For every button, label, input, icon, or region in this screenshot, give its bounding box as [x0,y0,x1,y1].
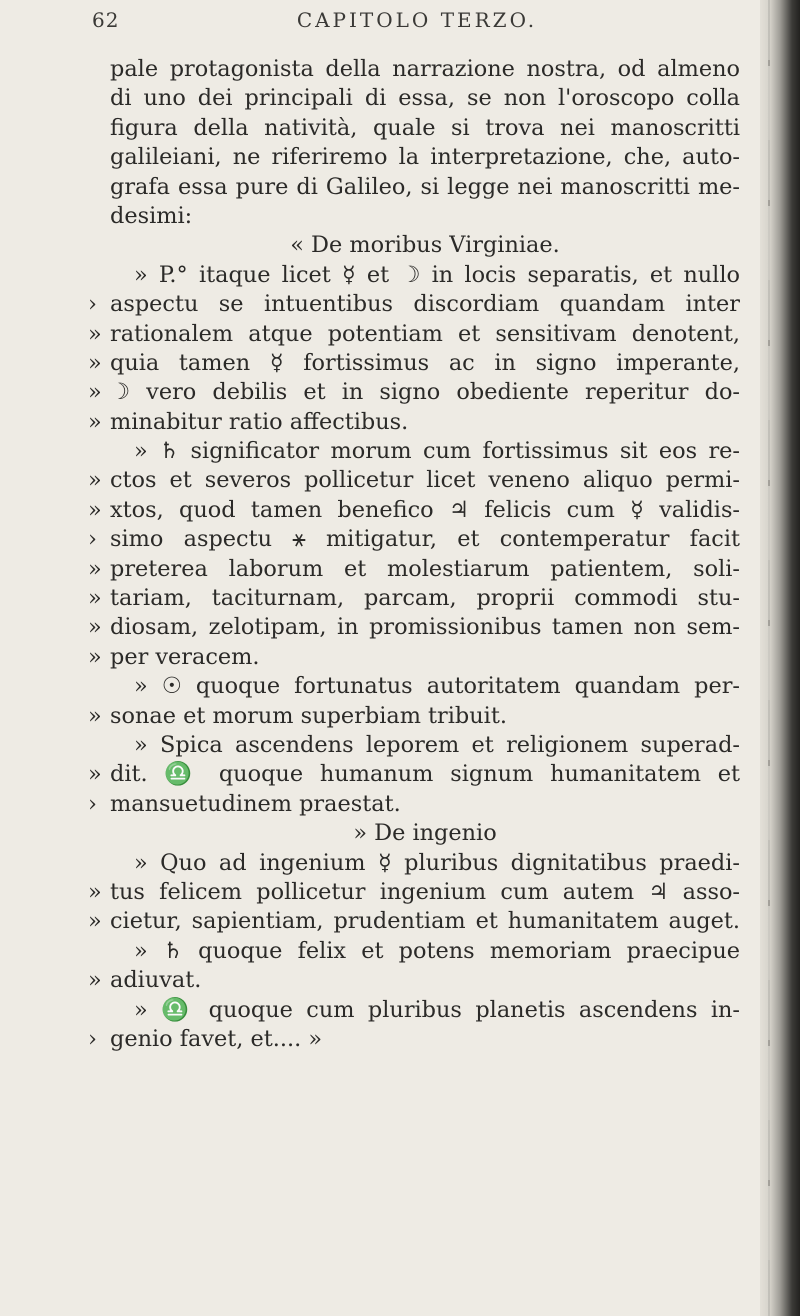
line-text: simo aspectu ⚹ mitigatur, et contemperatur facit [110,526,740,553]
guillemet-mark: » [88,555,102,582]
text-line [88,790,740,819]
guillemet-mark: » [88,614,102,641]
line-text: sonae et morum superbiam tribuit. [110,702,507,729]
line-text: aspectu se intuentibus discordiam quandam inter [110,291,740,318]
guillemet-mark: » [88,408,102,435]
running-title: CAPITOLO TERZO. [296,8,538,32]
line-text: galileiani, ne riferiremo la interpretazione, che, auto- [110,144,740,171]
line-text: quia tamen ☿ fortissimus ac in signo imperante, [110,349,740,376]
line-text: ctos et severos pollicetur licet veneno aliquo permi- [110,467,740,494]
line-text: preterea laborum et molestiarum patientem, soli- [110,555,740,582]
text-line [110,261,740,290]
guillemet-mark: » [88,878,102,905]
text-line [88,349,740,378]
book-spine-edge [760,0,800,1316]
guillemet-mark: » [88,349,102,376]
text-line [110,84,740,113]
line-text: « De moribus Virginiae. [290,232,560,259]
line-text: » ☉ quoque fortunatus autoritatem quandam per- [134,673,740,700]
line-text: » ♄ quoque felix et potens memoriam praecipue [134,937,740,964]
line-text: grafa essa pure di Galileo, si legge nei manoscritti me- [110,173,740,200]
guillemet-mark: » [88,908,102,935]
text-line [88,613,740,642]
guillemet-mark: » [88,761,102,788]
guillemet-mark: » [88,496,102,523]
line-text: » ♎ quoque cum pluribus planetis ascendens in- [134,996,740,1023]
text-line [88,1025,740,1054]
line-text: xtos, quod tamen benefico ♃ felicis cum ☿ validis- [110,496,740,523]
line-text: di uno dei principali di essa, se non l'oroscopo colla [110,85,740,112]
line-text: dit. ♎ quoque humanum signum humanitatem et [110,761,740,788]
text-line [88,584,740,613]
text-line [110,731,740,760]
text-line [110,202,740,231]
text-line [88,555,740,584]
page-header [92,4,742,44]
text-line [88,525,740,554]
text-line [110,231,740,260]
guillemet-mark: » [88,967,102,994]
guillemet-mark: » [88,467,102,494]
text-line [110,849,740,878]
line-text: ☽ vero debilis et in signo obediente reperitur do- [110,379,740,406]
guillemet-mark: › [88,526,97,553]
line-text: mansuetudinem praestat. [110,790,401,817]
guillemet-mark: › [88,291,97,318]
text-line [88,966,740,995]
line-text: per veracem. [110,643,260,670]
guillemet-mark: » [88,643,102,670]
line-text: pale protagonista della narrazione nostra, od almeno [110,56,740,82]
page-number: 62 [92,8,120,32]
text-line [110,996,740,1025]
guillemet-mark: » [88,379,102,406]
line-text: rationalem atque potentiam et sensitivam denotent, [110,320,740,347]
line-text: minabitur ratio affectibus. [110,408,409,435]
line-text: » Spica ascendens leporem et religionem superad- [134,731,740,758]
line-text: tariam, taciturnam, parcam, proprii commodi stu- [110,585,740,612]
text-line [88,878,740,907]
line-text: » ♄ significator morum cum fortissimus sit eos re- [134,438,740,465]
text-line [110,937,740,966]
guillemet-mark: › [88,790,97,817]
text-line [88,378,740,407]
guillemet-mark: » [88,585,102,612]
text-line [110,55,740,84]
text-line [88,320,740,349]
text-line [110,173,740,202]
line-text: figura della natività, quale si trova nei manoscritti [110,114,740,141]
text-line [110,143,740,172]
line-text: » Quo ad ingenium ☿ pluribus dignitatibus praedi- [134,849,740,876]
text-line [88,408,740,437]
line-text: adiuvat. [110,967,202,994]
text-line [88,907,740,936]
body-text [88,55,740,1054]
text-line [110,114,740,143]
line-text: cietur, sapientiam, prudentiam et humanitatem auget. [110,908,740,935]
guillemet-mark: » [88,702,102,729]
text-line [88,760,740,789]
text-line [110,819,740,848]
line-text: desimi: [110,202,193,229]
line-text: » P.° itaque licet ☿ et ☽ in locis separatis, et nullo [134,261,740,288]
line-text: tus felicem pollicetur ingenium cum autem ♃ asso- [110,878,740,905]
text-line [88,466,740,495]
text-line [88,643,740,672]
line-text: » De ingenio [353,820,497,847]
guillemet-mark: » [88,320,102,347]
line-text: diosam, zelotipam, in promissionibus tamen non sem- [110,614,740,641]
text-line [110,672,740,701]
text-line [88,290,740,319]
text-line [110,437,740,466]
line-text: genio favet, et.... » [110,1025,323,1052]
guillemet-mark: › [88,1025,97,1052]
text-line [88,702,740,731]
text-line [88,496,740,525]
